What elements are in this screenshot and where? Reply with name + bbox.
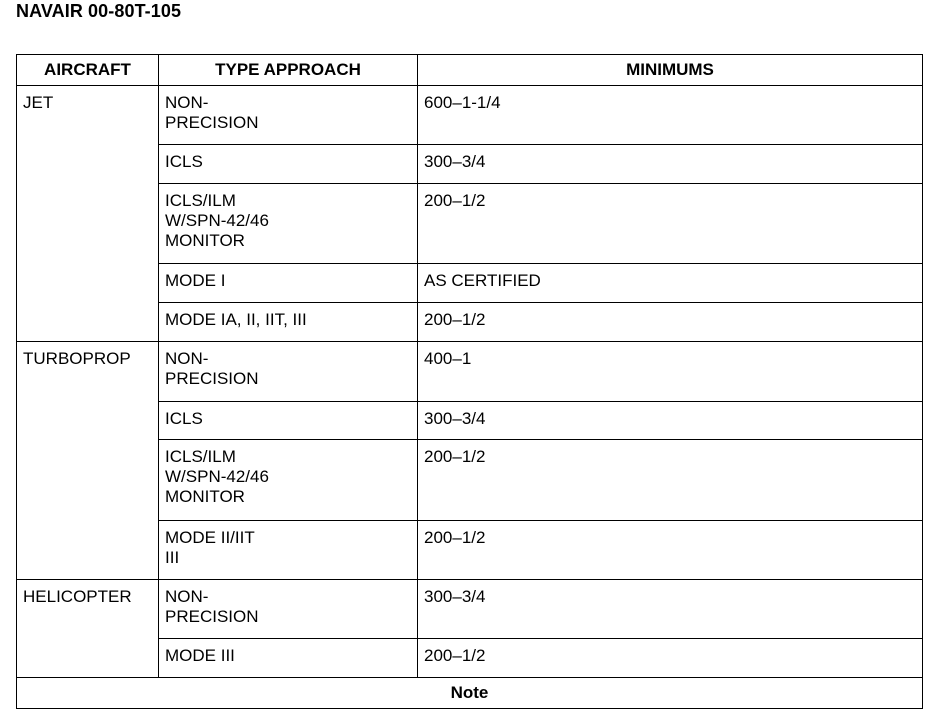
minimums-cell bbox=[418, 145, 923, 184]
type-approach-text: MODE I bbox=[165, 271, 226, 290]
minimums-text: 200–1/2 bbox=[424, 310, 486, 329]
aircraft-cell-jet bbox=[17, 86, 159, 342]
type-approach-cell bbox=[159, 184, 418, 264]
note-cell bbox=[17, 678, 923, 709]
type-approach-text: NON- PRECISION bbox=[165, 93, 259, 132]
type-approach-cell bbox=[159, 639, 418, 678]
minimums-text: 200–1/2 bbox=[424, 646, 486, 665]
type-approach-cell bbox=[159, 440, 418, 521]
type-approach-cell bbox=[159, 303, 418, 342]
type-approach-cell bbox=[159, 521, 418, 580]
column-header-aircraft: AIRCRAFT bbox=[17, 55, 159, 86]
type-approach-text: MODE III bbox=[165, 646, 235, 665]
table-row bbox=[17, 86, 923, 145]
aircraft-cell-helicopter bbox=[17, 580, 159, 678]
minimums-cell bbox=[418, 402, 923, 440]
note-row bbox=[17, 678, 923, 709]
minimums-text: 300–3/4 bbox=[424, 152, 486, 171]
type-approach-text: ICLS bbox=[165, 409, 203, 428]
minimums-cell bbox=[418, 303, 923, 342]
type-approach-cell bbox=[159, 264, 418, 303]
type-approach-text: NON- PRECISION bbox=[165, 587, 259, 626]
aircraft-label: HELICOPTER bbox=[23, 587, 132, 606]
type-approach-text: MODE IA, II, IIT, III bbox=[165, 310, 307, 329]
minimums-cell bbox=[418, 342, 923, 402]
aircraft-label: JET bbox=[23, 93, 54, 112]
minimums-text: 300–3/4 bbox=[424, 587, 486, 606]
note-label: Note bbox=[450, 683, 489, 702]
aircraft-cell-turboprop bbox=[17, 342, 159, 580]
minimums-text: AS CERTIFIED bbox=[424, 271, 541, 290]
table-row bbox=[17, 342, 923, 402]
type-approach-text: ICLS/ILM W/SPN-42/46 MONITOR bbox=[165, 447, 269, 506]
minimums-cell bbox=[418, 580, 923, 639]
type-approach-cell bbox=[159, 580, 418, 639]
type-approach-text: ICLS/ILM W/SPN-42/46 MONITOR bbox=[165, 191, 269, 250]
minimums-text: 400–1 bbox=[424, 349, 472, 368]
minimums-cell bbox=[418, 184, 923, 264]
minimums-text: 200–1/2 bbox=[424, 447, 486, 466]
minimums-text: 600–1-1/4 bbox=[424, 93, 501, 112]
column-header-type-approach: TYPE APPROACH bbox=[159, 55, 418, 86]
type-approach-text: MODE II/IIT III bbox=[165, 528, 255, 567]
minimums-cell bbox=[418, 264, 923, 303]
type-approach-cell bbox=[159, 402, 418, 440]
type-approach-cell bbox=[159, 342, 418, 402]
aircraft-label: TURBOPROP bbox=[23, 349, 131, 368]
minimums-text: 200–1/2 bbox=[424, 191, 486, 210]
approach-minimums-table bbox=[16, 54, 923, 709]
minimums-cell bbox=[418, 639, 923, 678]
column-header-minimums: MINIMUMS bbox=[418, 55, 923, 86]
minimums-text: 200–1/2 bbox=[424, 528, 486, 547]
type-approach-cell bbox=[159, 145, 418, 184]
type-approach-text: ICLS bbox=[165, 152, 203, 171]
minimums-cell bbox=[418, 521, 923, 580]
type-approach-cell bbox=[159, 86, 418, 145]
minimums-cell bbox=[418, 86, 923, 145]
minimums-text: 300–3/4 bbox=[424, 409, 486, 428]
minimums-cell bbox=[418, 440, 923, 521]
table-row bbox=[17, 580, 923, 639]
type-approach-text: NON- PRECISION bbox=[165, 349, 259, 388]
table-header-row bbox=[17, 55, 923, 86]
document-id: NAVAIR 00-80T-105 bbox=[16, 1, 182, 21]
